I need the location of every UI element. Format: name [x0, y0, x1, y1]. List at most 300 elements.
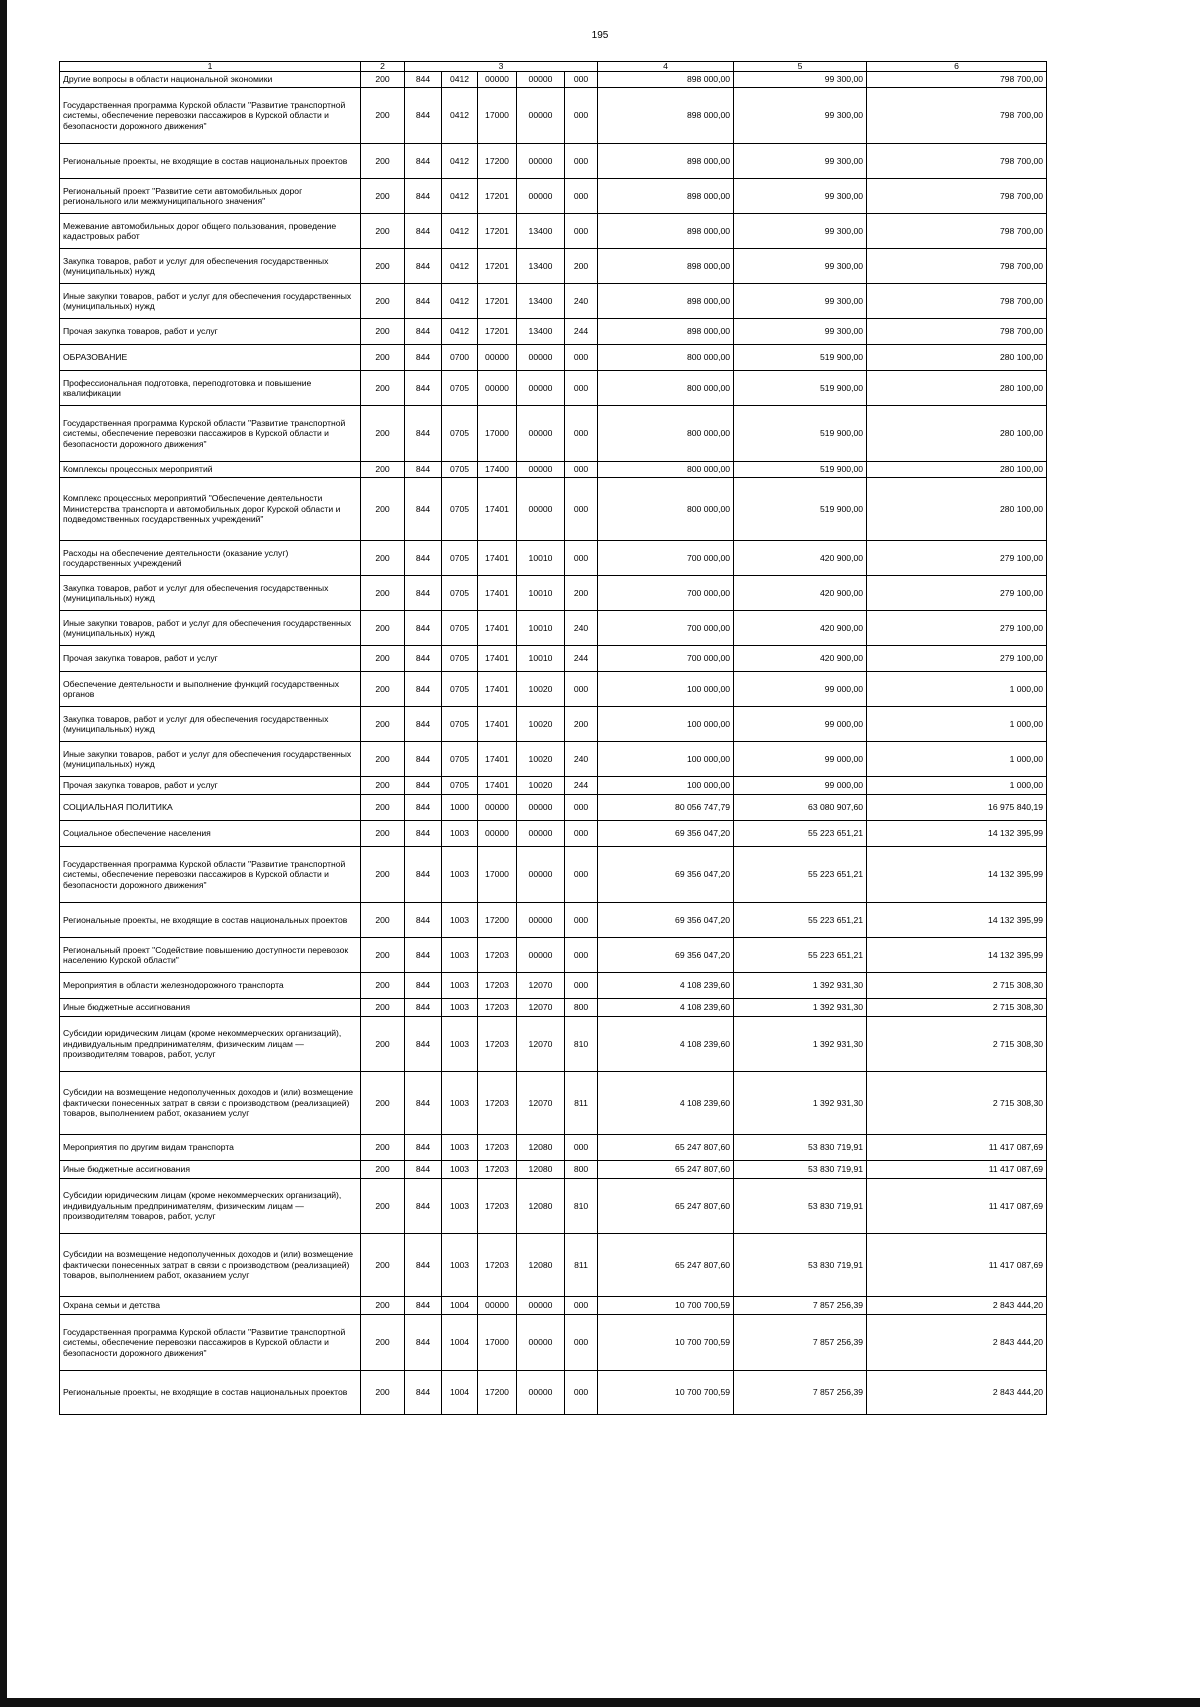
amount-col6: 798 700,00: [867, 72, 1047, 88]
col2-value: 200: [361, 777, 405, 795]
direction-code: 00000: [517, 406, 565, 462]
amount-col5: 99 300,00: [734, 319, 867, 345]
amount-col6: 16 975 840,19: [867, 795, 1047, 821]
page-number: 195: [591, 30, 609, 41]
expense-type-code: 800: [565, 999, 598, 1017]
amount-col5: 1 392 931,30: [734, 999, 867, 1017]
direction-code: 00000: [517, 462, 565, 478]
amount-col5: 1 392 931,30: [734, 1072, 867, 1135]
col2-value: 200: [361, 576, 405, 611]
row-name: Мероприятия по другим видам транспорта: [60, 1135, 361, 1161]
section-code: 1004: [442, 1297, 478, 1315]
table-row: [60, 999, 1047, 1017]
direction-code: 10020: [517, 742, 565, 777]
grbs-code: 844: [405, 742, 442, 777]
amount-col4: 800 000,00: [598, 345, 734, 371]
row-name: Обеспечение деятельности и выполнение функций государственных органов: [60, 672, 361, 707]
expense-type-code: 000: [565, 345, 598, 371]
program-code: 17203: [478, 1161, 517, 1179]
amount-col5: 53 830 719,91: [734, 1234, 867, 1297]
direction-code: 00000: [517, 938, 565, 973]
amount-col5: 53 830 719,91: [734, 1161, 867, 1179]
amount-col5: 420 900,00: [734, 576, 867, 611]
row-name: Иные закупки товаров, работ и услуг для обеспечения государственных (муниципальных) нужд: [60, 284, 361, 319]
direction-code: 12080: [517, 1179, 565, 1234]
expense-type-code: 000: [565, 144, 598, 179]
header-col-1: 1: [60, 62, 361, 72]
program-code: 17203: [478, 1135, 517, 1161]
row-name: Межевание автомобильных дорог общего пользования, проведение кадастровых работ: [60, 214, 361, 249]
grbs-code: 844: [405, 795, 442, 821]
col2-value: 200: [361, 1017, 405, 1072]
col2-value: 200: [361, 406, 405, 462]
direction-code: 00000: [517, 1315, 565, 1371]
direction-code: 10020: [517, 707, 565, 742]
direction-code: 00000: [517, 478, 565, 541]
program-code: 00000: [478, 72, 517, 88]
expense-type-code: 000: [565, 1135, 598, 1161]
header-col-4: 4: [598, 62, 734, 72]
amount-col4: 898 000,00: [598, 179, 734, 214]
grbs-code: 844: [405, 478, 442, 541]
amount-col6: 14 132 395,99: [867, 938, 1047, 973]
amount-col4: 4 108 239,60: [598, 1072, 734, 1135]
direction-code: 00000: [517, 371, 565, 406]
row-name: Прочая закупка товаров, работ и услуг: [60, 777, 361, 795]
col2-value: 200: [361, 646, 405, 672]
amount-col4: 700 000,00: [598, 611, 734, 646]
amount-col5: 99 300,00: [734, 214, 867, 249]
section-code: 1003: [442, 847, 478, 903]
expense-type-code: 000: [565, 795, 598, 821]
amount-col4: 65 247 807,60: [598, 1161, 734, 1179]
table-row: [60, 144, 1047, 179]
expense-type-code: 000: [565, 973, 598, 999]
program-code: 17201: [478, 214, 517, 249]
program-code: 17201: [478, 179, 517, 214]
amount-col4: 800 000,00: [598, 478, 734, 541]
col2-value: 200: [361, 1072, 405, 1135]
expense-type-code: 244: [565, 319, 598, 345]
grbs-code: 844: [405, 1135, 442, 1161]
expense-type-code: 000: [565, 462, 598, 478]
table-row: [60, 88, 1047, 144]
expense-type-code: 000: [565, 821, 598, 847]
section-code: 0705: [442, 541, 478, 576]
amount-col4: 700 000,00: [598, 541, 734, 576]
expense-type-code: 000: [565, 478, 598, 541]
row-name: Субсидии на возмещение недополученных доходов и (или) возмещение фактически понесенных затрат в связи с производством (реализацией) товаров, выполнением работ, оказанием услуг: [60, 1072, 361, 1135]
section-code: 1003: [442, 903, 478, 938]
amount-col5: 99 000,00: [734, 707, 867, 742]
amount-col5: 55 223 651,21: [734, 821, 867, 847]
expense-type-code: 000: [565, 1315, 598, 1371]
col2-value: 200: [361, 1161, 405, 1179]
expense-type-code: 000: [565, 541, 598, 576]
section-code: 0412: [442, 319, 478, 345]
amount-col6: 2 715 308,30: [867, 1017, 1047, 1072]
program-code: 00000: [478, 345, 517, 371]
table-row: [60, 319, 1047, 345]
grbs-code: 844: [405, 611, 442, 646]
table-row: [60, 795, 1047, 821]
header-col-5: 5: [734, 62, 867, 72]
grbs-code: 844: [405, 646, 442, 672]
expense-type-code: 240: [565, 611, 598, 646]
grbs-code: 844: [405, 72, 442, 88]
direction-code: 00000: [517, 903, 565, 938]
section-code: 0705: [442, 576, 478, 611]
table-row: [60, 821, 1047, 847]
grbs-code: 844: [405, 847, 442, 903]
program-code: 17401: [478, 646, 517, 672]
amount-col5: 99 300,00: [734, 179, 867, 214]
program-code: 17000: [478, 1315, 517, 1371]
expense-type-code: 810: [565, 1179, 598, 1234]
row-name: Субсидии юридическим лицам (кроме некоммерческих организаций), индивидуальным предпринимателям, физическим лицам — производителям товаров, работ, услуг: [60, 1017, 361, 1072]
amount-col4: 69 356 047,20: [598, 903, 734, 938]
amount-col4: 800 000,00: [598, 371, 734, 406]
program-code: 17401: [478, 672, 517, 707]
grbs-code: 844: [405, 576, 442, 611]
amount-col6: 280 100,00: [867, 371, 1047, 406]
col2-value: 200: [361, 999, 405, 1017]
direction-code: 12070: [517, 999, 565, 1017]
row-name: Прочая закупка товаров, работ и услуг: [60, 646, 361, 672]
table-row: [60, 903, 1047, 938]
amount-col5: 99 300,00: [734, 144, 867, 179]
table-row: [60, 1072, 1047, 1135]
row-name: Расходы на обеспечение деятельности (оказание услуг) государственных учреждений: [60, 541, 361, 576]
col2-value: 200: [361, 1179, 405, 1234]
direction-code: 00000: [517, 821, 565, 847]
col2-value: 200: [361, 72, 405, 88]
amount-col6: 279 100,00: [867, 646, 1047, 672]
direction-code: 13400: [517, 319, 565, 345]
grbs-code: 844: [405, 1072, 442, 1135]
amount-col4: 898 000,00: [598, 249, 734, 284]
section-code: 1003: [442, 1135, 478, 1161]
grbs-code: 844: [405, 179, 442, 214]
col2-value: 200: [361, 742, 405, 777]
amount-col6: 798 700,00: [867, 88, 1047, 144]
direction-code: 12080: [517, 1234, 565, 1297]
program-code: 17401: [478, 611, 517, 646]
grbs-code: 844: [405, 284, 442, 319]
expense-type-code: 000: [565, 179, 598, 214]
table-row: [60, 371, 1047, 406]
col2-value: 200: [361, 1234, 405, 1297]
amount-col6: 798 700,00: [867, 284, 1047, 319]
amount-col5: 55 223 651,21: [734, 938, 867, 973]
program-code: 17401: [478, 777, 517, 795]
col2-value: 200: [361, 1315, 405, 1371]
table-row: [60, 179, 1047, 214]
row-name: Иные закупки товаров, работ и услуг для обеспечения государственных (муниципальных) нужд: [60, 742, 361, 777]
program-code: 17400: [478, 462, 517, 478]
section-code: 1003: [442, 1234, 478, 1297]
program-code: 17203: [478, 973, 517, 999]
amount-col5: 519 900,00: [734, 406, 867, 462]
amount-col6: 798 700,00: [867, 214, 1047, 249]
expense-type-code: 000: [565, 1371, 598, 1415]
section-code: 0700: [442, 345, 478, 371]
program-code: 17000: [478, 88, 517, 144]
col2-value: 200: [361, 249, 405, 284]
amount-col5: 420 900,00: [734, 611, 867, 646]
col2-value: 200: [361, 847, 405, 903]
amount-col4: 65 247 807,60: [598, 1179, 734, 1234]
amount-col6: 2 715 308,30: [867, 1072, 1047, 1135]
grbs-code: 844: [405, 1017, 442, 1072]
row-name: Региональные проекты, не входящие в состав национальных проектов: [60, 903, 361, 938]
direction-code: 10020: [517, 672, 565, 707]
col2-value: 200: [361, 1371, 405, 1415]
col2-value: 200: [361, 1297, 405, 1315]
row-name: Региональный проект "Развитие сети автомобильных дорог регионального или межмуниципального значения": [60, 179, 361, 214]
direction-code: 12070: [517, 1017, 565, 1072]
section-code: 1003: [442, 999, 478, 1017]
amount-col5: 99 300,00: [734, 249, 867, 284]
expense-type-code: 000: [565, 406, 598, 462]
amount-col4: 69 356 047,20: [598, 938, 734, 973]
section-code: 1003: [442, 938, 478, 973]
header-col-2: 2: [361, 62, 405, 72]
col2-value: 200: [361, 541, 405, 576]
amount-col6: 798 700,00: [867, 144, 1047, 179]
amount-col6: 1 000,00: [867, 707, 1047, 742]
amount-col6: 2 843 444,20: [867, 1315, 1047, 1371]
amount-col4: 898 000,00: [598, 284, 734, 319]
col2-value: 200: [361, 973, 405, 999]
section-code: 0705: [442, 406, 478, 462]
expense-type-code: 000: [565, 88, 598, 144]
section-code: 0412: [442, 72, 478, 88]
expense-type-code: 000: [565, 371, 598, 406]
grbs-code: 844: [405, 345, 442, 371]
section-code: 0412: [442, 88, 478, 144]
amount-col5: 55 223 651,21: [734, 847, 867, 903]
col2-value: 200: [361, 88, 405, 144]
table-row: [60, 406, 1047, 462]
section-code: 0412: [442, 214, 478, 249]
section-code: 0412: [442, 144, 478, 179]
section-code: 1004: [442, 1371, 478, 1415]
amount-col6: 798 700,00: [867, 249, 1047, 284]
amount-col4: 10 700 700,59: [598, 1297, 734, 1315]
direction-code: 12080: [517, 1161, 565, 1179]
amount-col6: 798 700,00: [867, 179, 1047, 214]
amount-col5: 7 857 256,39: [734, 1371, 867, 1415]
amount-col5: 519 900,00: [734, 478, 867, 541]
row-name: СОЦИАЛЬНАЯ ПОЛИТИКА: [60, 795, 361, 821]
amount-col6: 14 132 395,99: [867, 847, 1047, 903]
amount-col4: 898 000,00: [598, 144, 734, 179]
expense-type-code: 800: [565, 1161, 598, 1179]
amount-col5: 53 830 719,91: [734, 1135, 867, 1161]
table-row: [60, 478, 1047, 541]
expense-type-code: 200: [565, 249, 598, 284]
row-name: Охрана семьи и детства: [60, 1297, 361, 1315]
section-code: 1003: [442, 1072, 478, 1135]
grbs-code: 844: [405, 406, 442, 462]
scan-bottom-edge: [0, 1698, 1200, 1707]
grbs-code: 844: [405, 214, 442, 249]
grbs-code: 844: [405, 462, 442, 478]
row-name: Закупка товаров, работ и услуг для обеспечения государственных (муниципальных) нужд: [60, 576, 361, 611]
direction-code: 00000: [517, 144, 565, 179]
amount-col5: 99 000,00: [734, 742, 867, 777]
table-row: [60, 777, 1047, 795]
program-code: 17401: [478, 541, 517, 576]
amount-col5: 7 857 256,39: [734, 1315, 867, 1371]
col2-value: 200: [361, 179, 405, 214]
amount-col4: 80 056 747,79: [598, 795, 734, 821]
col2-value: 200: [361, 821, 405, 847]
col2-value: 200: [361, 214, 405, 249]
direction-code: 00000: [517, 88, 565, 144]
table-row: [60, 541, 1047, 576]
section-code: 0705: [442, 777, 478, 795]
col2-value: 200: [361, 144, 405, 179]
section-code: 1004: [442, 1315, 478, 1371]
amount-col4: 10 700 700,59: [598, 1315, 734, 1371]
amount-col4: 800 000,00: [598, 462, 734, 478]
row-name: Комплексы процессных мероприятий: [60, 462, 361, 478]
section-code: 1003: [442, 1161, 478, 1179]
amount-col6: 11 417 087,69: [867, 1234, 1047, 1297]
section-code: 0705: [442, 646, 478, 672]
table-row: [60, 1135, 1047, 1161]
amount-col4: 4 108 239,60: [598, 999, 734, 1017]
section-code: 0705: [442, 742, 478, 777]
amount-col4: 898 000,00: [598, 72, 734, 88]
amount-col4: 65 247 807,60: [598, 1234, 734, 1297]
amount-col4: 4 108 239,60: [598, 1017, 734, 1072]
amount-col6: 1 000,00: [867, 672, 1047, 707]
direction-code: 12070: [517, 973, 565, 999]
col2-value: 200: [361, 345, 405, 371]
amount-col6: 2 843 444,20: [867, 1297, 1047, 1315]
row-name: Государственная программа Курской области "Развитие транспортной системы, обеспечение перевозки пассажиров в Курской области и безопасности дорожного движения": [60, 88, 361, 144]
grbs-code: 844: [405, 249, 442, 284]
program-code: 00000: [478, 821, 517, 847]
grbs-code: 844: [405, 144, 442, 179]
col2-value: 200: [361, 938, 405, 973]
table-row: [60, 742, 1047, 777]
amount-col5: 53 830 719,91: [734, 1179, 867, 1234]
grbs-code: 844: [405, 707, 442, 742]
table-row: [60, 72, 1047, 88]
amount-col4: 4 108 239,60: [598, 973, 734, 999]
program-code: 17203: [478, 1234, 517, 1297]
amount-col6: 14 132 395,99: [867, 903, 1047, 938]
program-code: 17401: [478, 707, 517, 742]
table-row: [60, 973, 1047, 999]
grbs-code: 844: [405, 1234, 442, 1297]
expense-type-code: 000: [565, 1297, 598, 1315]
expense-type-code: 000: [565, 214, 598, 249]
amount-col5: 519 900,00: [734, 345, 867, 371]
expense-type-code: 240: [565, 742, 598, 777]
table-row: [60, 611, 1047, 646]
row-name: Комплекс процессных мероприятий "Обеспечение деятельности Министерства транспорта и автомобильных дорог Курской области и подведомственных государственных учреждений": [60, 478, 361, 541]
program-code: 00000: [478, 795, 517, 821]
direction-code: 00000: [517, 1371, 565, 1415]
col2-value: 200: [361, 903, 405, 938]
col2-value: 200: [361, 672, 405, 707]
direction-code: 12080: [517, 1135, 565, 1161]
amount-col6: 1 000,00: [867, 742, 1047, 777]
grbs-code: 844: [405, 999, 442, 1017]
section-code: 1003: [442, 1017, 478, 1072]
grbs-code: 844: [405, 541, 442, 576]
table-row: [60, 1297, 1047, 1315]
expense-type-code: 244: [565, 646, 598, 672]
col2-value: 200: [361, 284, 405, 319]
expense-type-code: 000: [565, 672, 598, 707]
grbs-code: 844: [405, 1371, 442, 1415]
amount-col5: 99 300,00: [734, 88, 867, 144]
amount-col6: 279 100,00: [867, 611, 1047, 646]
grbs-code: 844: [405, 821, 442, 847]
row-name: ОБРАЗОВАНИЕ: [60, 345, 361, 371]
program-code: 17203: [478, 938, 517, 973]
amount-col5: 99 000,00: [734, 777, 867, 795]
table-row: [60, 576, 1047, 611]
expense-type-code: 244: [565, 777, 598, 795]
amount-col4: 100 000,00: [598, 742, 734, 777]
amount-col5: 7 857 256,39: [734, 1297, 867, 1315]
program-code: 17203: [478, 1017, 517, 1072]
amount-col5: 63 080 907,60: [734, 795, 867, 821]
expense-type-code: 810: [565, 1017, 598, 1072]
program-code: 17401: [478, 742, 517, 777]
col2-value: 200: [361, 707, 405, 742]
amount-col4: 100 000,00: [598, 777, 734, 795]
program-code: 17000: [478, 406, 517, 462]
program-code: 17201: [478, 284, 517, 319]
expense-type-code: 811: [565, 1234, 598, 1297]
program-code: 00000: [478, 1297, 517, 1315]
row-name: Социальное обеспечение населения: [60, 821, 361, 847]
table-row: [60, 249, 1047, 284]
table-row: [60, 345, 1047, 371]
header-row: [60, 62, 1047, 72]
expense-type-code: 000: [565, 938, 598, 973]
table-row: [60, 1017, 1047, 1072]
amount-col5: 99 300,00: [734, 72, 867, 88]
section-code: 0412: [442, 179, 478, 214]
row-name: Прочая закупка товаров, работ и услуг: [60, 319, 361, 345]
amount-col6: 14 132 395,99: [867, 821, 1047, 847]
table-row: [60, 462, 1047, 478]
program-code: 17203: [478, 1179, 517, 1234]
expense-type-code: 240: [565, 284, 598, 319]
direction-code: 00000: [517, 847, 565, 903]
amount-col6: 2 715 308,30: [867, 999, 1047, 1017]
section-code: 1003: [442, 821, 478, 847]
amount-col6: 280 100,00: [867, 478, 1047, 541]
budget-table: [59, 61, 1047, 1415]
expense-type-code: 000: [565, 903, 598, 938]
direction-code: 00000: [517, 795, 565, 821]
header-col-6: 6: [867, 62, 1047, 72]
row-name: Региональный проект "Содействие повышению доступности перевозок населению Курской области": [60, 938, 361, 973]
table-row: [60, 707, 1047, 742]
table-body: [60, 72, 1047, 1415]
amount-col5: 1 392 931,30: [734, 1017, 867, 1072]
